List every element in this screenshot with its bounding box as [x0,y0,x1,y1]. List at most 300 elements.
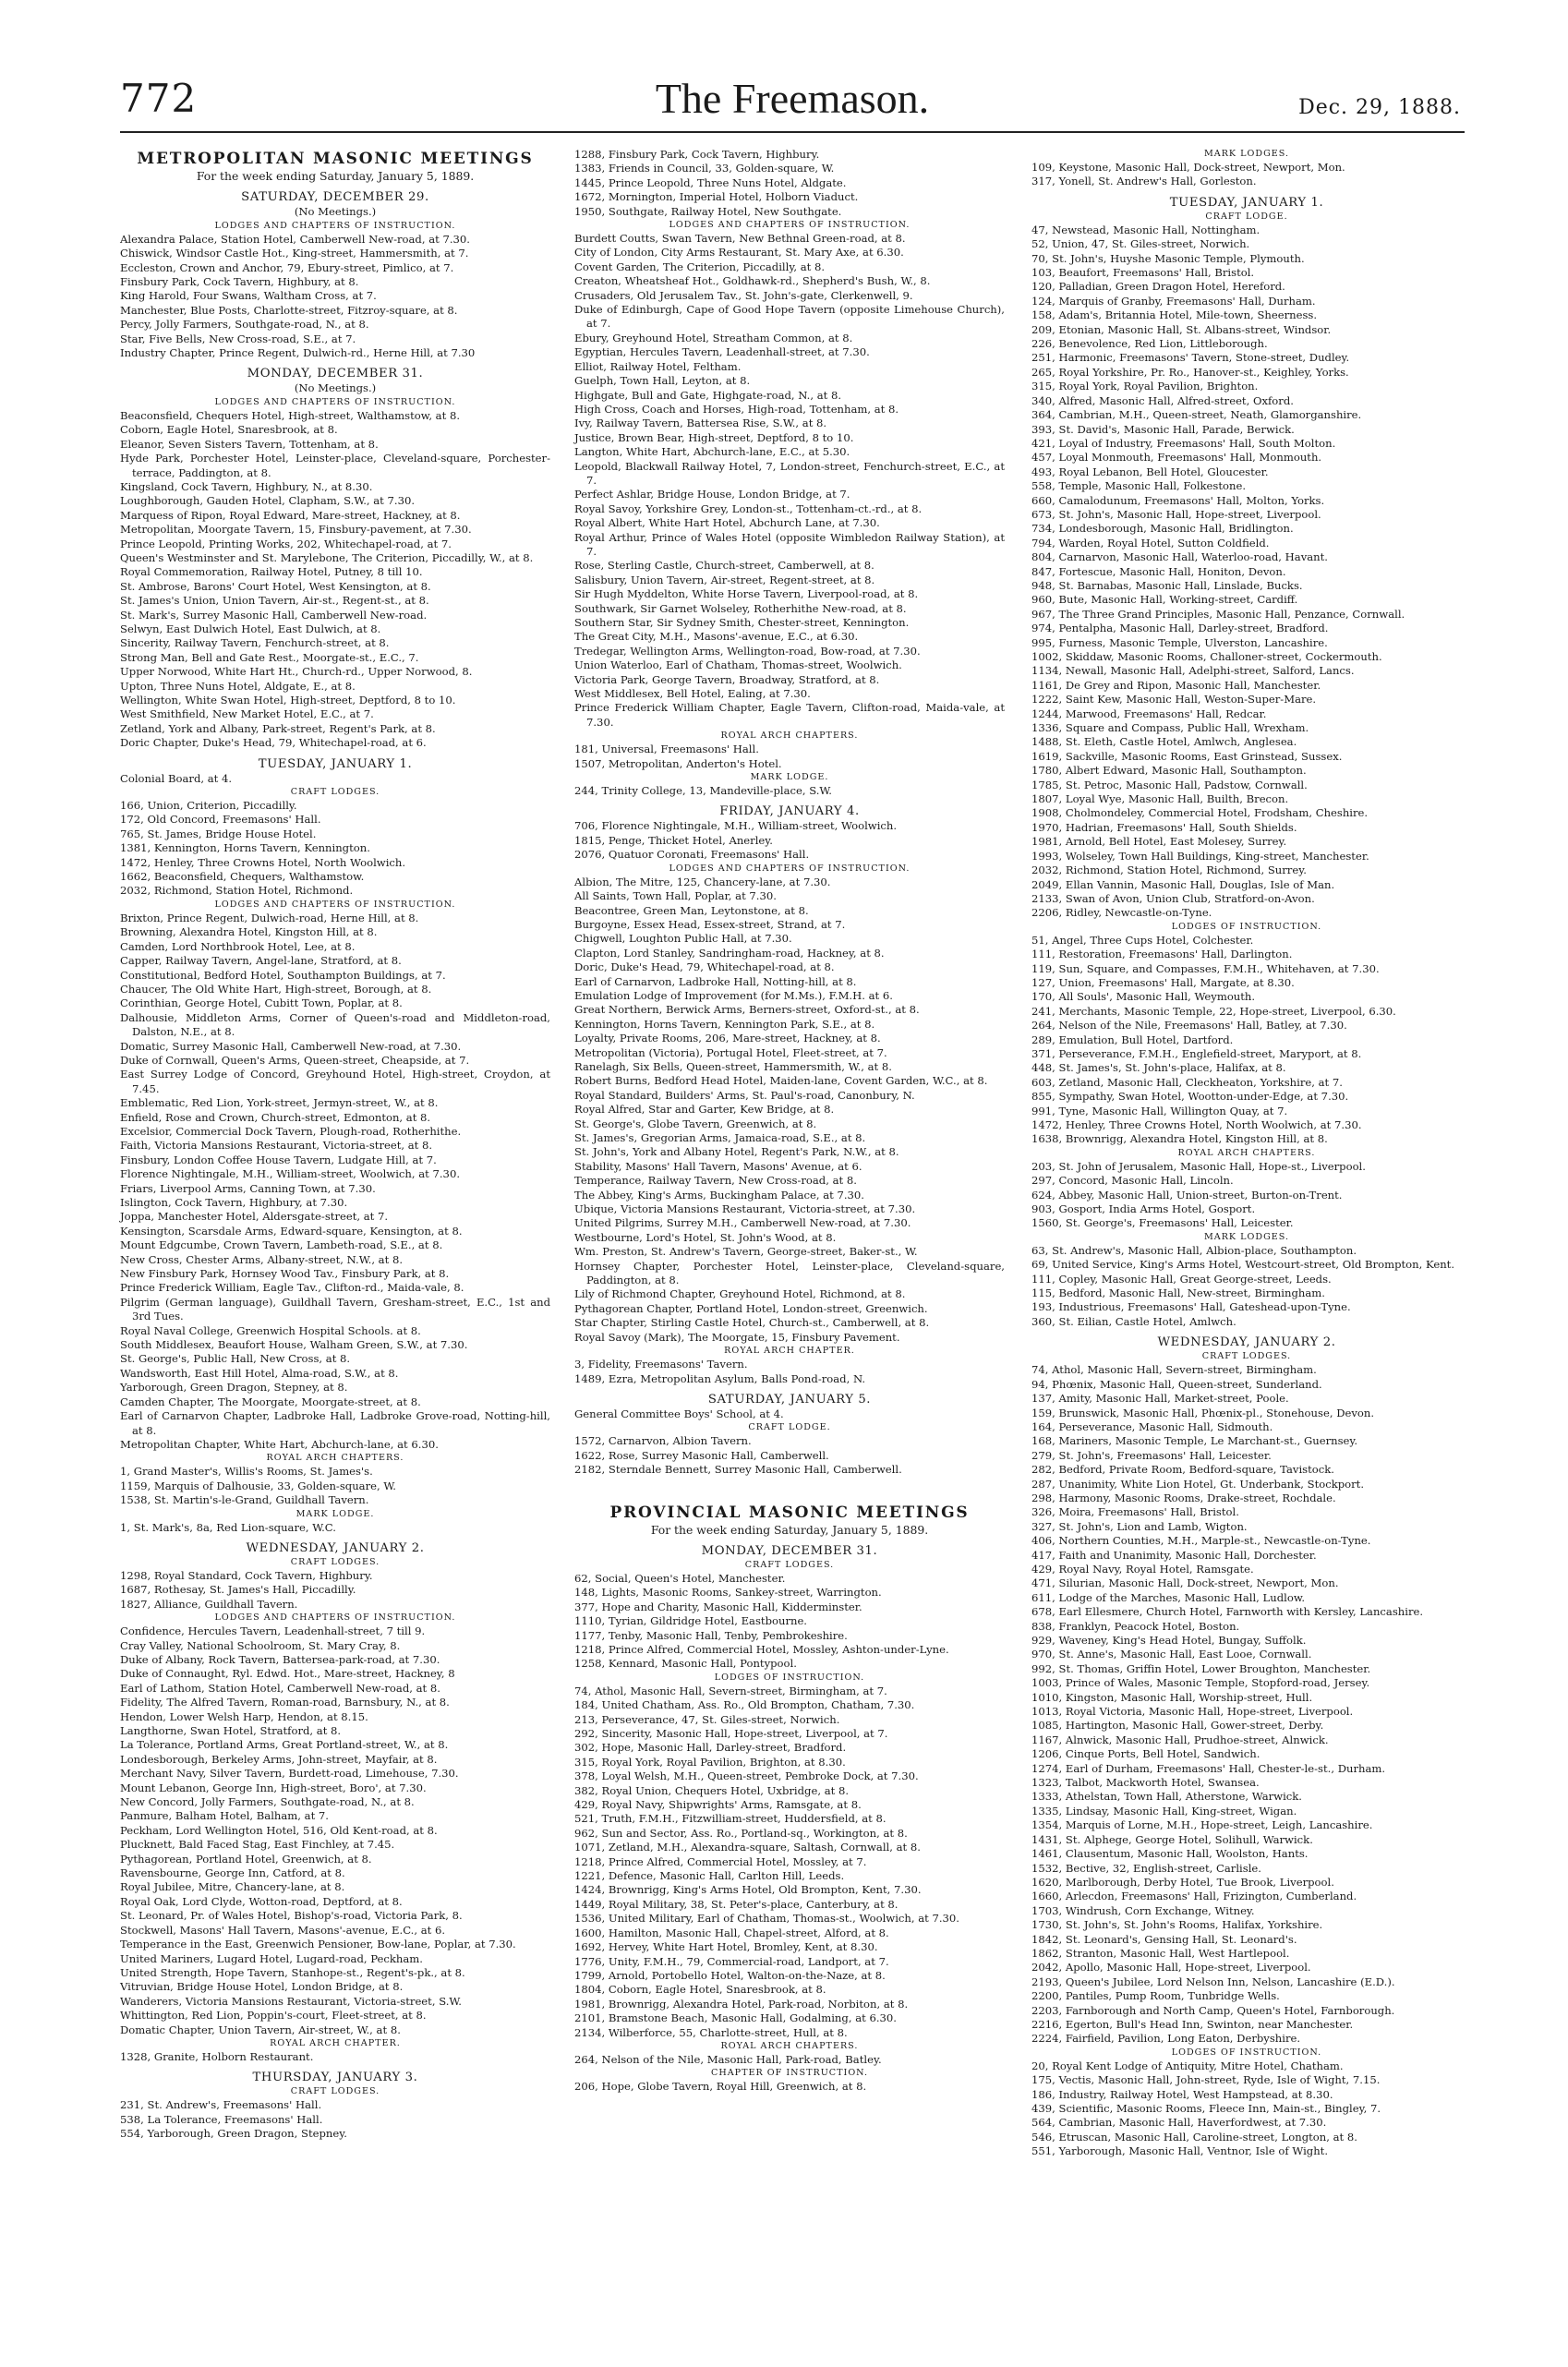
meeting-entry: 360, St. Eilian, Castle Hotel, Amlwch. [1031,1314,1236,1328]
meeting-entry: Creaton, Wheatsheaf Hot., Goldhawk-rd., Shepherd's Bush, W., 8. [574,274,931,288]
meeting-entry: Wanderers, Victoria Mansions Restaurant, Victoria-street, S.W. [120,1994,462,2008]
meeting-entry: Royal Albert, White Hart Hotel, Abchurch Lane, at 7.30. [574,516,880,530]
meeting-entry: Albion, The Mitre, 125, Chancery-lane, at 7.30. [574,875,831,888]
meeting-entry: Joppa, Manchester Hotel, Aldersgate-street, at 7. [120,1210,389,1224]
meeting-entry: 417, Faith and Unanimity, Masonic Hall, Dorchester. [1031,1548,1317,1562]
meeting-entry: 448, St. James's, St. John's-place, Halifax, at 8. [1031,1061,1286,1075]
meeting-entry: 1536, United Military, Earl of Chatham, Thomas-st., Woolwich, at 7.30. [574,1912,959,1926]
meeting-entry: United Pilgrims, Surrey M.H., Camberwell New-road, at 7.30. [574,1216,911,1230]
meeting-entry: 251, Harmonic, Freemasons' Tavern, Stone-street, Dudley. [1031,351,1350,365]
meeting-entry: Duke of Edinburgh, Cape of Good Hope Tavern (opposite Limehouse Church), at 7. [574,303,1005,331]
meeting-entry: 184, United Chatham, Ass. Ro., Old Brompton, Chatham, 7.30. [574,1698,915,1712]
meeting-entry: 168, Mariners, Masonic Temple, Le Marchant-st., Guernsey. [1031,1434,1358,1448]
meeting-entry: 1354, Marquis of Lorne, M.H., Hope-street, Leigh, Lancashire. [1031,1818,1373,1832]
meeting-entry: Pythagorean, Portland Hotel, Greenwich, at 8. [120,1852,372,1866]
day-heading: MONDAY, DECEMBER 31. [701,1543,878,1558]
meeting-entry: 1815, Penge, Thicket Hotel, Anerley. [574,833,773,847]
meeting-entry: Royal Commemoration, Railway Hotel, Putney, 8 till 10. [120,565,423,579]
meeting-entry: Browning, Alexandra Hotel, Kingston Hill, at 8. [120,925,378,939]
meeting-entry: 279, St. John's, Freemasons' Hall, Leicester. [1031,1448,1272,1462]
meeting-entry: 2032, Richmond, Station Hotel, Richmond, Surrey. [1031,863,1307,877]
meeting-entry: 2134, Wilberforce, 55, Charlotte-street, Hull, at 8. [574,2025,848,2039]
meeting-entry: Eleanor, Seven Sisters Tavern, Tottenham, at 8. [120,437,379,451]
meeting-entry: 1776, Unity, F.M.H., 79, Commercial-road, Landport, at 7. [574,1954,889,1968]
meeting-entry: 457, Loyal Monmouth, Freemasons' Hall, Monmouth. [1031,451,1322,465]
meeting-entry: 119, Sun, Square, and Compasses, F.M.H., Whitehaven, at 7.30. [1031,961,1380,975]
meeting-entry: 186, Industry, Railway Hotel, West Hampstead, at 8.30. [1031,2087,1333,2101]
meeting-entry: 429, Royal Navy, Shipwrights' Arms, Ramsgate, at 8. [574,1798,862,1812]
meeting-entry: Clapton, Lord Stanley, Sandringham-road, Hackney, at 8. [574,946,885,960]
column-1 [120,148,550,2142]
page-number: 772 [120,76,198,121]
meeting-entry: 172, Old Concord, Freemasons' Hall. [120,813,321,827]
meeting-entry: Great Northern, Berwick Arms, Berners-street, Oxford-st., at 8. [574,1003,920,1017]
meeting-entry: 1970, Hadrian, Freemasons' Hall, South Shields. [1031,820,1297,834]
meeting-entry: 1660, Arlecdon, Freemasons' Hall, Frizington, Cumberland. [1031,1890,1357,1903]
meeting-entry: Kensington, Scarsdale Arms, Edward-square, Kensington, at 8. [120,1224,463,1238]
note-text: (No Meetings.) [294,205,377,219]
meeting-entry: 1662, Beaconsfield, Chequers, Walthamstow. [120,870,365,884]
meeting-entry: Sincerity, Railway Tavern, Fenchurch-street, at 8. [120,636,390,650]
meeting-entry: Emblematic, Red Lion, York-street, Jermyn-street, W., at 8. [120,1096,439,1110]
meeting-entry: 264, Nelson of the Nile, Masonic Hall, Park-road, Batley. [574,2052,882,2066]
meeting-entry: Earl of Lathom, Station Hotel, Camberwell New-road, at 8. [120,1681,440,1695]
meeting-entry: 264, Nelson of the Nile, Freemasons' Hall, Batley, at 7.30. [1031,1019,1347,1033]
meeting-entry: Royal Jubilee, Mitre, Chancery-lane, at 8. [120,1880,345,1894]
meeting-entry: 1532, Bective, 32, English-street, Carlisle. [1031,1861,1261,1875]
meeting-entry: 1619, Sackville, Masonic Rooms, East Grinstead, Sussex. [1031,749,1343,763]
metropolitan-subheading: For the week ending Saturday, January 5, 1889. [196,169,475,183]
meeting-entry: 1071, Zetland, M.H., Alexandra-square, Saltash, Cornwall, at 8. [574,1841,921,1854]
note-text: (No Meetings.) [294,381,377,395]
meeting-entry: Burgoyne, Essex Head, Essex-street, Strand, at 7. [574,917,846,931]
meeting-entry: 47, Newstead, Masonic Hall, Nottingham. [1031,223,1260,236]
category-heading: ROYAL ARCH CHAPTER. [270,2037,401,2048]
meeting-entry: 948, St. Barnabas, Masonic Hall, Linslade, Bucks. [1031,578,1303,592]
meeting-entry: 378, Loyal Welsh, M.H., Queen-street, Pembroke Dock, at 7.30. [574,1769,919,1783]
meeting-entry: 838, Franklyn, Peacock Hotel, Boston. [1031,1619,1240,1633]
meeting-entry: 1638, Brownrigg, Alexandra Hotel, Kingston Hill, at 8. [1031,1132,1328,1146]
meeting-entry: 231, St. Andrew's, Freemasons' Hall. [120,2098,322,2112]
meeting-entry: 974, Pentalpha, Masonic Hall, Darley-street, Bradford. [1031,622,1329,635]
meeting-entry: 209, Etonian, Masonic Hall, St. Albans-street, Windsor. [1031,322,1332,336]
category-heading: LODGES OF INSTRUCTION. [1171,2047,1322,2058]
meeting-entry: 765, St. James, Bridge House Hotel. [120,827,317,840]
meeting-entry: 1950, Southgate, Railway Hotel, New Southgate. [574,204,842,218]
meeting-entry: 1177, Tenby, Masonic Hall, Tenby, Pembrokeshire. [574,1628,848,1642]
meeting-entry: Stability, Masons' Hall Tavern, Masons' Avenue, at 6. [574,1159,862,1173]
meeting-entry: Londesborough, Berkeley Arms, John-street, Mayfair, at 8. [120,1752,438,1766]
section-gap [574,1478,1005,1502]
meeting-entry: 1692, Hervey, White Hart Hotel, Bromley, Kent, at 8.30. [574,1940,878,1954]
meeting-entry: Lily of Richmond Chapter, Greyhound Hotel, Richmond, at 8. [574,1287,906,1301]
meeting-entry: Covent Garden, The Criterion, Piccadilly, at 8. [574,260,826,273]
meeting-entry: United Strength, Hope Tavern, Stanhope-st., Regent's-pk., at 8. [120,1965,465,1979]
meeting-entry: Cray Valley, National Schoolroom, St. Mary Cray, 8. [120,1638,401,1652]
meeting-entry: 109, Keystone, Masonic Hall, Dock-street, Newport, Mon. [1031,161,1345,174]
meeting-entry: Ranelagh, Six Bells, Queen-street, Hammersmith, W., at 8. [574,1059,892,1073]
meeting-entry: Duke of Connaught, Ryl. Edwd. Hot., Mare-street, Hackney, 8 [120,1667,455,1681]
meeting-entry: 327, St. John's, Lion and Lamb, Wigton. [1031,1519,1248,1533]
category-heading: LODGES OF INSTRUCTION. [1171,921,1322,932]
meeting-entry: Kingsland, Cock Tavern, Highbury, N., at 8.30. [120,479,373,493]
meeting-entry: Industry Chapter, Prince Regent, Dulwich-rd., Herne Hill, at 7.30 [120,346,476,360]
meeting-entry: 1134, Newall, Masonic Hall, Adelphi-street, Salford, Lancs. [1031,664,1355,678]
meeting-entry: Elliot, Railway Hotel, Feltham. [574,359,742,373]
meeting-entry: 1687, Rothesay, St. James's Hall, Piccadilly. [120,1583,356,1597]
meeting-entry: Upper Norwood, White Hart Ht., Church-rd., Upper Norwood, 8. [120,665,473,679]
category-heading: CHAPTER OF INSTRUCTION. [710,2068,869,2079]
meeting-entry: St. George's, Globe Tavern, Greenwich, at 8. [574,1117,817,1130]
meeting-entry: La Tolerance, Portland Arms, Great Portland-street, W., at 8. [120,1738,449,1752]
meeting-entry: Guelph, Town Hall, Leyton, at 8. [574,374,751,388]
meeting-entry: 970, St. Anne's, Masonic Hall, East Looe, Cornwall. [1031,1648,1312,1661]
meeting-entry: 678, Earl Ellesmere, Church Hotel, Farnworth with Kersley, Lancashire. [1031,1605,1424,1619]
meeting-entry: Prince Leopold, Printing Works, 202, Whitechapel-road, at 7. [120,537,452,550]
meeting-entry: 564, Cambrian, Masonic Hall, Haverfordwest, at 7.30. [1031,2116,1327,2130]
meeting-entry: Stockwell, Masons' Hall Tavern, Masons'-avenue, E.C., at 6. [120,1923,446,1937]
meeting-entry: 1620, Marlborough, Derby Hotel, Tue Brook, Liverpool. [1031,1875,1334,1889]
meeting-entry: Upton, Three Nuns Hotel, Aldgate, E., at 8. [120,679,356,693]
meeting-entry: 551, Yarborough, Masonic Hall, Ventnor, Isle of Wight. [1031,2144,1329,2158]
category-heading: MARK LODGE. [750,772,829,783]
meeting-entry: 289, Emulation, Bull Hotel, Dartford. [1031,1033,1234,1046]
meeting-entry: 538, La Tolerance, Freemasons' Hall. [120,2112,323,2126]
meeting-entry: 2133, Swan of Avon, Union Club, Stratford-on-Avon. [1031,891,1315,905]
meeting-entry: 439, Scientific, Masonic Rooms, Fleece Inn, Main-st., Bingley, 7. [1031,2102,1381,2115]
meeting-entry: 137, Amity, Masonic Hall, Market-street, Poole. [1031,1392,1289,1406]
meeting-entry: 326, Moira, Freemasons' Hall, Bristol. [1031,1505,1239,1519]
meeting-entry: 51, Angel, Three Cups Hotel, Colchester. [1031,933,1254,947]
meeting-entry: Pilgrim (German language), Guildhall Tavern, Gresham-street, E.C., 1st and 3rd Tues. [120,1295,550,1323]
meeting-entry: Victoria Park, George Tavern, Broadway, Stratford, at 8. [574,672,880,686]
category-heading: LODGES AND CHAPTERS OF INSTRUCTION. [214,1612,456,1624]
meeting-entry: 2200, Pantiles, Pump Room, Tunbridge Wells. [1031,1989,1280,2003]
meeting-entry: 603, Zetland, Masonic Hall, Cleckheaton, Yorkshire, at 7. [1031,1075,1343,1089]
meeting-entry: Burdett Coutts, Swan Tavern, New Bethnal Green-road, at 8. [574,232,906,246]
meeting-entry: 206, Hope, Globe Tavern, Royal Hill, Greenwich, at 8. [574,2080,867,2094]
meeting-entry: Beaconsfield, Chequers Hotel, High-street, Walthamstow, at 8. [120,408,461,422]
meeting-entry: 175, Vectis, Masonic Hall, John-street, Ryde, Isle of Wight, 7.15. [1031,2073,1381,2087]
meeting-entry: Wm. Preston, St. Andrew's Tavern, George-street, Baker-st., W. [574,1245,918,1259]
meeting-entry: 1461, Clausentum, Masonic Hall, Woolston, Hants. [1031,1847,1309,1861]
meeting-entry: 1335, Lindsay, Masonic Hall, King-street, Wigan. [1031,1804,1297,1818]
meeting-entry: 265, Royal Yorkshire, Pr. Ro., Hanover-st., Keighley, Yorks. [1031,365,1349,379]
meeting-entry: 2193, Queen's Jubilee, Lord Nelson Inn, Nelson, Lancashire (E.D.). [1031,1975,1395,1988]
meeting-entry: 2101, Bramstone Beach, Masonic Hall, Godalming, at 6.30. [574,2011,897,2025]
category-heading: CRAFT LODGES. [1201,1351,1292,1362]
meeting-entry: All Saints, Town Hall, Poplar, at 7.30. [574,889,777,903]
meeting-entry: Friars, Liverpool Arms, Canning Town, at 7.30. [120,1181,376,1195]
meeting-entry: 1507, Metropolitan, Anderton's Hotel. [574,756,782,770]
meeting-entry: Doric, Duke's Head, 79, Whitechapel-road, at 8. [574,960,835,974]
meeting-entry: King Harold, Four Swans, Waltham Cross, at 7. [120,289,377,303]
meeting-entry: Wellington, White Swan Hotel, High-street, Deptford, 8 to 10. [120,694,456,706]
meeting-entry: 1274, Earl of Durham, Freemasons' Hall, Chester-le-st., Durham. [1031,1761,1386,1775]
meeting-entry: 546, Etruscan, Masonic Hall, Caroline-street, Longton, at 8. [1031,2130,1357,2144]
meeting-entry: Sir Hugh Myddelton, White Horse Tavern, Liverpool-road, at 8. [574,587,919,601]
meeting-entry: Finsbury, London Coffee House Tavern, Ludgate Hill, at 7. [120,1153,437,1166]
meeting-entry: 393, St. David's, Masonic Hall, Parade, Berwick. [1031,422,1295,436]
meeting-entry: 2049, Ellan Vannin, Masonic Hall, Douglas, Isle of Man. [1031,877,1335,891]
meeting-entry: 1981, Brownrigg, Alexandra Hotel, Park-road, Norbiton, at 8. [574,1997,909,2011]
meeting-entry: 1222, Saint Kew, Masonic Hall, Weston-Super-Mare. [1031,693,1317,706]
meeting-entry: 1221, Defence, Masonic Hall, Carlton Hill, Leeds. [574,1869,845,1883]
provincial-subheading: For the week ending Saturday, January 5, 1889. [650,1522,929,1537]
day-heading: TUESDAY, JANUARY 1. [1169,195,1324,210]
meeting-entry: Hyde Park, Porchester Hotel, Leinster-place, Cleveland-square, Porchester-terrace, Paddington, at 8. [120,452,550,479]
meeting-entry: The Abbey, King's Arms, Buckingham Palace, at 7.30. [574,1188,864,1202]
meeting-entry: Star, Five Bells, New Cross-road, S.E., at 7. [120,332,356,345]
meeting-entry: Strong Man, Bell and Gate Rest., Moorgate-st., E.C., 7. [120,650,419,664]
meeting-entry: 1085, Hartington, Masonic Hall, Gower-street, Derby. [1031,1719,1324,1733]
meeting-entry: 929, Waveney, King's Head Hotel, Bungay, Suffolk. [1031,1634,1307,1647]
meeting-entry: The Great City, M.H., Masons'-avenue, E.C., at 6.30. [574,630,859,644]
meeting-entry: 1780, Albert Edward, Masonic Hall, Southampton. [1031,764,1307,778]
provincial-listing-continued [1031,148,1462,2159]
meeting-entry: 203, St. John of Jerusalem, Masonic Hall, Hope-st., Liverpool. [1031,1159,1366,1173]
meeting-entry: 364, Cambrian, M.H., Queen-street, Neath, Glamorganshire. [1031,408,1362,422]
meeting-entry: Ubique, Victoria Mansions Restaurant, Victoria-street, at 7.30. [574,1202,916,1216]
meeting-entry: Ivy, Railway Tavern, Battersea Rise, S.W., at 8. [574,417,827,430]
category-heading: ROYAL ARCH CHAPTERS. [1177,1147,1316,1158]
meeting-entry: High Cross, Coach and Horses, High-road, Tottenham, at 8. [574,402,899,416]
meeting-entry: 1538, St. Martin's-le-Grand, Guildhall Tavern. [120,1493,369,1507]
category-heading: ROYAL ARCH CHAPTERS. [720,2040,859,2051]
meeting-entry: 120, Palladian, Green Dragon Hotel, Hereford. [1031,280,1285,294]
meeting-entry: Colonial Board, at 4. [120,771,233,785]
meeting-entry: New Finsbury Park, Hornsey Wood Tav., Finsbury Park, at 8. [120,1267,450,1281]
day-heading: WEDNESDAY, JANUARY 2. [246,1540,425,1555]
meeting-entry: 1381, Kennington, Horns Tavern, Kennington. [120,841,370,855]
meeting-entry: Langthorne, Swan Hotel, Stratford, at 8. [120,1724,342,1737]
meeting-entry: 1600, Hamilton, Masonic Hall, Chapel-street, Alford, at 8. [574,1926,889,1939]
meeting-entry: 1161, De Grey and Ripon, Masonic Hall, Manchester. [1031,678,1321,692]
meeting-entry: Finsbury Park, Cock Tavern, Highbury, at 8. [120,275,359,289]
meeting-entry: 69, United Service, King's Arms Hotel, Westcourt-street, Old Brompton, Kent. [1031,1258,1455,1272]
meeting-entry: West Middlesex, Bell Hotel, Ealing, at 7.30. [574,687,811,701]
meeting-entry: Coborn, Eagle Hotel, Snaresbrook, at 8. [120,423,338,437]
meeting-entry: 244, Trinity College, 13, Mandeville-place, S.W. [574,784,832,798]
meeting-entry: 226, Benevolence, Red Lion, Littleborough. [1031,337,1268,351]
category-heading: MARK LODGES. [1203,149,1290,159]
meeting-entry: 371, Perseverance, F.M.H., Englefield-street, Maryport, at 8. [1031,1046,1362,1060]
meeting-entry: Langton, White Hart, Abchurch-lane, E.C., at 5.30. [574,445,850,459]
meeting-entry: 1993, Wolseley, Town Hall Buildings, King-street, Manchester. [1031,849,1369,863]
meeting-entry: 1785, St. Petroc, Masonic Hall, Padstow, Cornwall. [1031,778,1308,791]
meeting-entry: 1560, St. George's, Freemasons' Hall, Leicester. [1031,1216,1294,1230]
meeting-entry: Royal Standard, Builders' Arms, St. Paul's-road, Canonbury, N. [574,1088,915,1102]
meeting-entry: Royal Naval College, Greenwich Hospital Schools. at 8. [120,1323,421,1337]
meeting-entry: Confidence, Hercules Tavern, Leadenhall-street, 7 till 9. [120,1624,426,1638]
day-heading: THURSDAY, JANUARY 3. [252,2071,418,2085]
meeting-entry: 962, Sun and Sector, Ass. Ro., Portland-sq., Workington, at 8. [574,1826,908,1840]
meeting-entry: Queen's Westminster and St. Marylebone, The Criterion, Piccadilly, W., at 8. [120,550,534,564]
meeting-entry: Prince Frederick William Chapter, Eagle Tavern, Clifton-road, Maida-vale, at 7.30. [574,701,1005,729]
meeting-entry: Kennington, Horns Tavern, Kennington Park, S.E., at 8. [574,1017,875,1031]
meeting-entry: Southwark, Sir Garnet Wolseley, Rotherhithe New-road, at 8. [574,601,907,615]
meeting-entry: 1827, Alliance, Guildhall Tavern. [120,1597,298,1611]
meeting-entry: Corinthian, George Hotel, Cubitt Town, Poplar, at 8. [120,996,403,1010]
meeting-entry: 1862, Stranton, Masonic Hall, West Hartlepool. [1031,1946,1290,1960]
meeting-entry: St. Ambrose, Barons' Court Hotel, West Kensington, at 8. [120,579,431,593]
category-heading: CRAFT LODGES. [290,1556,380,1567]
meeting-entry: Pythagorean Chapter, Portland Hotel, London-street, Greenwich. [574,1301,928,1315]
meeting-entry: Wandsworth, East Hill Hotel, Alma-road, S.W., at 8. [120,1366,399,1380]
meeting-entry: 297, Concord, Masonic Hall, Lincoln. [1031,1174,1234,1188]
meeting-entry: 1010, Kingston, Masonic Hall, Worship-street, Hull. [1031,1690,1313,1704]
meeting-entry: 558, Temple, Masonic Hall, Folkestone. [1031,479,1247,493]
meeting-entry: 74, Athol, Masonic Hall, Severn-street, Birmingham, at 7. [574,1684,887,1697]
meeting-entry: 70, St. John's, Huyshe Masonic Temple, Plymouth. [1031,251,1305,265]
category-heading: CRAFT LODGES. [744,1559,835,1570]
meeting-entry: 493, Royal Lebanon, Bell Hotel, Gloucester. [1031,465,1269,478]
meeting-entry: 377, Hope and Charity, Masonic Hall, Kidderminster. [574,1600,862,1613]
meeting-entry: 1013, Royal Victoria, Masonic Hall, Hope-street, Liverpool. [1031,1705,1354,1719]
column-2 [574,148,1005,2095]
meeting-entry: 20, Royal Kent Lodge of Antiquity, Mitre Hotel, Chatham. [1031,2059,1344,2072]
meeting-entry: 158, Adam's, Britannia Hotel, Mile-town, Sheerness. [1031,308,1318,322]
meeting-entry: 1445, Prince Leopold, Three Nuns Hotel, Aldgate. [574,175,847,189]
meeting-entry: 624, Abbey, Masonic Hall, Union-street, Burton-on-Trent. [1031,1188,1343,1202]
meeting-entry: Chaucer, The Old White Hart, High-street, Borough, at 8. [120,982,432,996]
category-heading: LODGES AND CHAPTERS OF INSTRUCTION. [214,220,456,231]
meeting-entry: New Cross, Chester Arms, Albany-street, N.W., at 8. [120,1252,404,1266]
meeting-entry: 855, Sympathy, Swan Hotel, Wootton-under-Edge, at 7.30. [1031,1090,1349,1104]
meeting-entry: Egyptian, Hercules Tavern, Leadenhall-street, at 7.30. [574,345,870,359]
meeting-entry: 52, Union, 47, St. Giles-street, Norwich. [1031,237,1250,251]
meeting-entry: Hornsey Chapter, Porchester Hotel, Leinster-place, Cleveland-square, Paddington, at 8. [574,1259,1005,1287]
meeting-entry: Leopold, Blackwall Railway Hotel, 7, London-street, Fenchurch-street, E.C., at 7. [574,459,1005,487]
meeting-entry: 1449, Royal Military, 38, St. Peter's-place, Canterbury, at 8. [574,1897,899,1911]
meeting-entry: Capper, Railway Tavern, Angel-lane, Stratford, at 8. [120,954,402,968]
meeting-entry: 164, Perseverance, Masonic Hall, Sidmouth. [1031,1419,1273,1433]
meeting-entry: St. John's, York and Albany Hotel, Regent's Park, N.W., at 8. [574,1145,899,1159]
meeting-entry: 1807, Loyal Wye, Masonic Hall, Builth, Brecon. [1031,792,1289,806]
meeting-entry: 302, Hope, Masonic Hall, Darley-street, Bradford. [574,1741,847,1755]
category-heading: MARK LODGES. [1203,1231,1290,1242]
meeting-entry: 1622, Rose, Surrey Masonic Hall, Camberwell. [574,1448,829,1462]
meeting-entry: 1244, Marwood, Freemasons' Hall, Redcar. [1031,706,1267,720]
meeting-entry: Emulation Lodge of Improvement (for M.Ms.), F.M.H. at 6. [574,988,893,1002]
meeting-entry: 1323, Talbot, Mackworth Hotel, Swansea. [1031,1776,1260,1790]
meeting-entry: City of London, City Arms Restaurant, St. Mary Axe, at 6.30. [574,246,904,260]
column-3 [1031,148,1462,2159]
meeting-entry: St. George's, Public Hall, New Cross, at 8. [120,1352,351,1366]
meeting-entry: Temperance in the East, Greenwich Pensioner, Bow-lane, Poplar, at 7.30. [120,1938,516,1951]
meeting-entry: Domatic, Surrey Masonic Hall, Camberwell New-road, at 7.30. [120,1039,462,1053]
meeting-entry: Ebury, Greyhound Hotel, Streatham Common, at 8. [574,331,853,344]
meeting-entry: 967, The Three Grand Principles, Masonic Hall, Penzance, Cornwall. [1031,607,1405,621]
meeting-entry: 429, Royal Navy, Royal Hotel, Ramsgate. [1031,1562,1254,1576]
meeting-entry: 94, Phœnix, Masonic Hall, Queen-street, Sunderland. [1031,1377,1322,1391]
meeting-entry: 1, Grand Master's, Willis's Rooms, St. James's. [120,1465,373,1479]
category-heading: LODGES AND CHAPTERS OF INSTRUCTION. [669,220,911,231]
meeting-entry: 124, Marquis of Granby, Freemasons' Hall, Durham. [1031,294,1316,308]
meeting-entry: 292, Sincerity, Masonic Hall, Hope-street, Liverpool, at 7. [574,1727,888,1740]
meeting-entry: 734, Londesborough, Masonic Hall, Bridlington. [1031,522,1294,536]
meeting-entry: 471, Silurian, Masonic Hall, Dock-street, Newport, Mon. [1031,1576,1339,1590]
meeting-entry: 166, Union, Criterion, Piccadilly. [120,799,297,813]
meeting-entry: 74, Athol, Masonic Hall, Severn-street, Birmingham. [1031,1363,1317,1377]
meeting-entry: 62, Social, Queen's Hotel, Manchester. [574,1571,786,1585]
meeting-entry: Earl of Carnarvon Chapter, Ladbroke Hall, Ladbroke Grove-road, Notting-hill, at 8. [120,1409,550,1437]
meeting-entry: 170, All Souls', Masonic Hall, Weymouth. [1031,990,1256,1004]
meeting-entry: Florence Nightingale, M.H., William-street, Woolwich, at 7.30. [120,1167,460,1181]
category-heading: LODGES AND CHAPTERS OF INSTRUCTION. [669,863,911,874]
meeting-entry: Zetland, York and Albany, Park-street, Regent's Park, at 8. [120,721,436,735]
meeting-entry: 1804, Coborn, Eagle Hotel, Snaresbrook, at 8. [574,1983,826,1997]
meeting-entry: 315, Royal York, Royal Pavilion, Brighton, at 8.30. [574,1755,846,1769]
category-heading: CRAFT LODGE. [1205,211,1288,222]
meeting-entry: Royal Savoy, Yorkshire Grey, London-st., Tottenham-ct.-rd., at 8. [574,501,923,515]
meeting-entry: Rose, Sterling Castle, Church-street, Camberwell, at 8. [574,559,874,573]
meeting-entry: East Surrey Lodge of Concord, Greyhound Hotel, High-street, Croydon, at 7.45. [120,1068,550,1095]
meeting-entry: 960, Bute, Masonic Hall, Working-street, Cardiff. [1031,593,1298,607]
meeting-entry: Crusaders, Old Jerusalem Tav., St. John's-gate, Clerkenwell, 9. [574,288,913,302]
category-heading: ROYAL ARCH CHAPTER. [724,1346,855,1357]
meeting-entry: 282, Bedford, Private Room, Bedford-square, Tavistock. [1031,1463,1334,1477]
meeting-entry: 287, Unanimity, White Lion Hotel, Gt. Underbank, Stockport. [1031,1477,1365,1491]
meeting-entry: Metropolitan (Victoria), Portugal Hotel, Fleet-street, at 7. [574,1045,887,1059]
meeting-entry: 1489, Ezra, Metropolitan Asylum, Balls Pond-road, N. [574,1371,866,1385]
meeting-entry: 1488, St. Eleth, Castle Hotel, Amlwch, Anglesea. [1031,735,1297,749]
meeting-entry: Yarborough, Green Dragon, Stepney, at 8. [120,1381,348,1395]
meeting-entry: 2042, Apollo, Masonic Hall, Hope-street, Liverpool. [1031,1961,1311,1975]
category-heading: CRAFT LODGES. [290,2086,380,2097]
meeting-entry: Hendon, Lower Welsh Harp, Hendon, at 8.15. [120,1709,368,1723]
category-heading: LODGES AND CHAPTERS OF INSTRUCTION. [214,899,456,910]
meeting-entry: 1003, Prince of Wales, Masonic Temple, Stopford-road, Jersey. [1031,1676,1370,1690]
meeting-entry: 1336, Square and Compass, Public Hall, Wrexham. [1031,721,1309,735]
day-heading: SATURDAY, JANUARY 5. [707,1392,872,1407]
meeting-entry: 992, St. Thomas, Griffin Hotel, Lower Broughton, Manchester. [1031,1661,1371,1675]
meeting-entry: Islington, Cock Tavern, Highbury, at 7.30. [120,1196,348,1209]
meeting-entry: 421, Loyal of Industry, Freemasons' Hall, South Molton. [1031,436,1336,450]
metropolitan-listing [120,190,550,2141]
meeting-entry: Constitutional, Bedford Hotel, Southampton Buildings, at 7. [120,968,446,982]
meeting-entry: Salisbury, Union Tavern, Air-street, Regent-street, at 8. [574,573,875,586]
meeting-entry: Whittington, Red Lion, Poppin's-court, Fleet-street, at 8. [120,2009,427,2023]
category-heading: MARK LODGE. [296,1508,375,1519]
meeting-entry: 995, Furness, Masonic Temple, Ulverston, Lancashire. [1031,635,1328,649]
meeting-entry: 660, Camalodunum, Freemasons' Hall, Molton, Yorks. [1031,493,1325,507]
meeting-entry: Excelsior, Commercial Dock Tavern, Plough-road, Rotherhithe. [120,1124,462,1138]
meeting-entry: Enfield, Rose and Crown, Church-street, Edmonton, at 8. [120,1110,431,1124]
meeting-entry: Highgate, Bull and Gate, Highgate-road, N., at 8. [574,388,842,402]
meeting-entry: 1298, Royal Standard, Cock Tavern, Highbury. [120,1568,373,1582]
meeting-entry: 315, Royal York, Royal Pavilion, Brighton. [1031,380,1259,393]
meeting-entry: Faith, Victoria Mansions Restaurant, Victoria-street, at 8. [120,1139,433,1153]
meeting-entry: Metropolitan, Moorgate Tavern, 15, Finsbury-pavement, at 7.30. [120,523,472,537]
day-heading: SATURDAY, DECEMBER 29. [241,190,429,205]
meeting-entry: 1206, Cinque Ports, Bell Hotel, Sandwich. [1031,1747,1260,1761]
meeting-entry: 2076, Quatuor Coronati, Freemasons' Hall. [574,848,810,862]
meeting-entry: 213, Perseverance, 47, St. Giles-street, Norwich. [574,1712,840,1726]
meeting-entry: 115, Bedford, Masonic Hall, New-street, Birmingham. [1031,1286,1325,1300]
meeting-entry: 1842, St. Leonard's, Gensing Hall, St. Leonard's. [1031,1932,1297,1946]
meeting-entry: 1472, Henley, Three Crowns Hotel, North Woolwich, at 7.30. [1031,1118,1362,1131]
meeting-entry: Alexandra Palace, Station Hotel, Camberwell New-road, at 7.30. [120,232,470,246]
meeting-entry: 521, Truth, F.M.H., Fitzwilliam-street, Huddersfield, at 8. [574,1812,887,1826]
meeting-entry: 1730, St. John's, St. John's Rooms, Halifax, Yorkshire. [1031,1918,1323,1932]
meeting-entry: Southern Star, Sir Sydney Smith, Chester-street, Kennington. [574,616,910,629]
meeting-entry: 317, Yonell, St. Andrew's Hall, Gorleston. [1031,175,1257,188]
meeting-entry: Selwyn, East Dulwich Hotel, East Dulwich, at 8. [120,622,381,635]
meeting-entry: Manchester, Blue Posts, Charlotte-street, Fitzroy-square, at 8. [120,303,458,317]
meeting-entry: Mount Edgcumbe, Crown Tavern, Lambeth-road, S.E., at 8. [120,1238,443,1252]
meeting-entry: 1159, Marquis of Dalhousie, 33, Golden-square, W. [120,1479,396,1492]
